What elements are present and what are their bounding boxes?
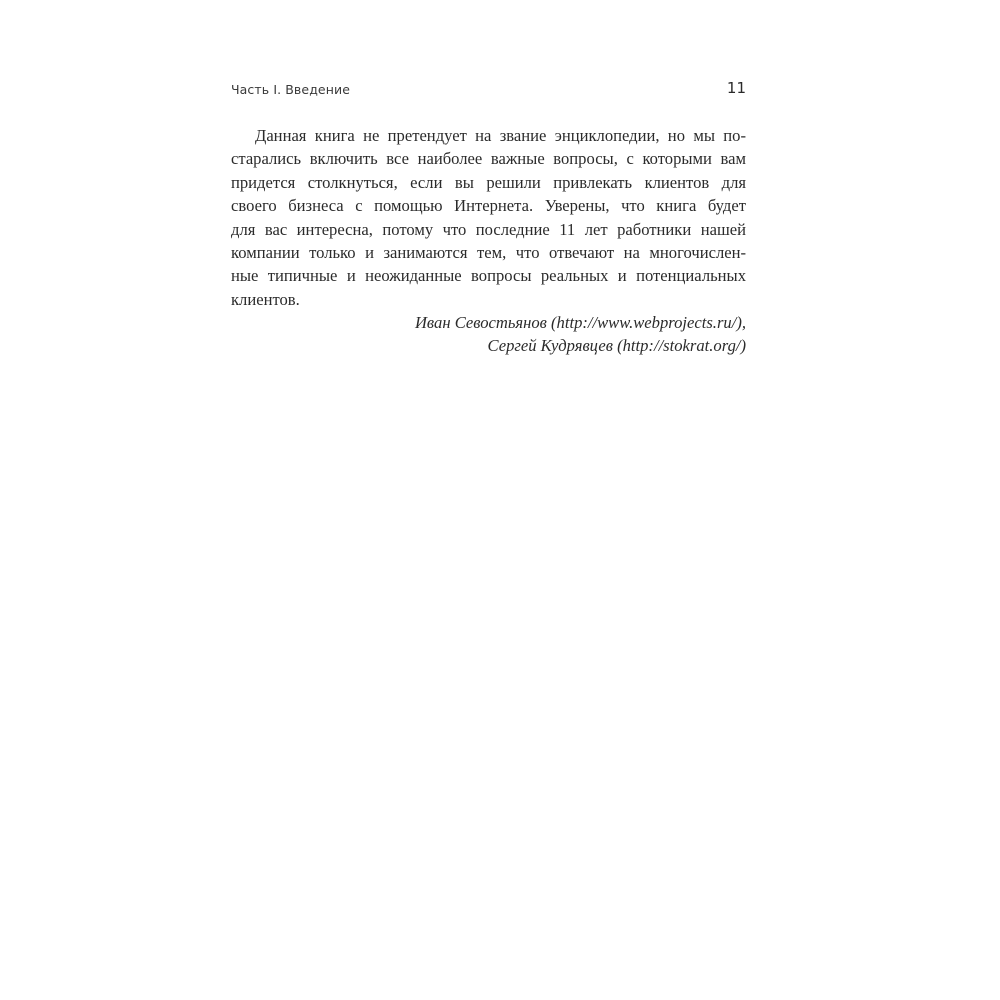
signature-line: Сергей Кудрявцев (http://stokrat.org/): [487, 336, 746, 356]
paragraph-line: придется столкнуться, если вы решили привлекать клиентов для: [231, 172, 746, 192]
paragraph: [231, 124, 746, 311]
paragraph-line: ные типичные и неожиданные вопросы реальных и потенциальных: [231, 266, 746, 286]
paragraph-line: старались включить все наиболее важные вопросы, с которыми вам: [231, 149, 746, 169]
signature-line: Иван Севостьянов (http://www.webprojects.ru/),: [414, 313, 746, 332]
page-number: 11: [726, 79, 746, 97]
paragraph-line: клиентов.: [231, 289, 300, 309]
paragraph-line: компании только и занимаются тем, что отвечают на многочислен-: [231, 243, 746, 263]
running-head: Часть I. Введение: [231, 82, 351, 97]
paragraph-line: Данная книга не претендует на звание энциклопедии, но мы по-: [255, 126, 746, 145]
paragraph-line: своего бизнеса с помощью Интернета. Уверены, что книга будет: [231, 196, 746, 216]
paragraph-line: для вас интересна, потому что последние 11 лет работники нашей: [231, 219, 746, 239]
author-signature: [231, 311, 746, 358]
